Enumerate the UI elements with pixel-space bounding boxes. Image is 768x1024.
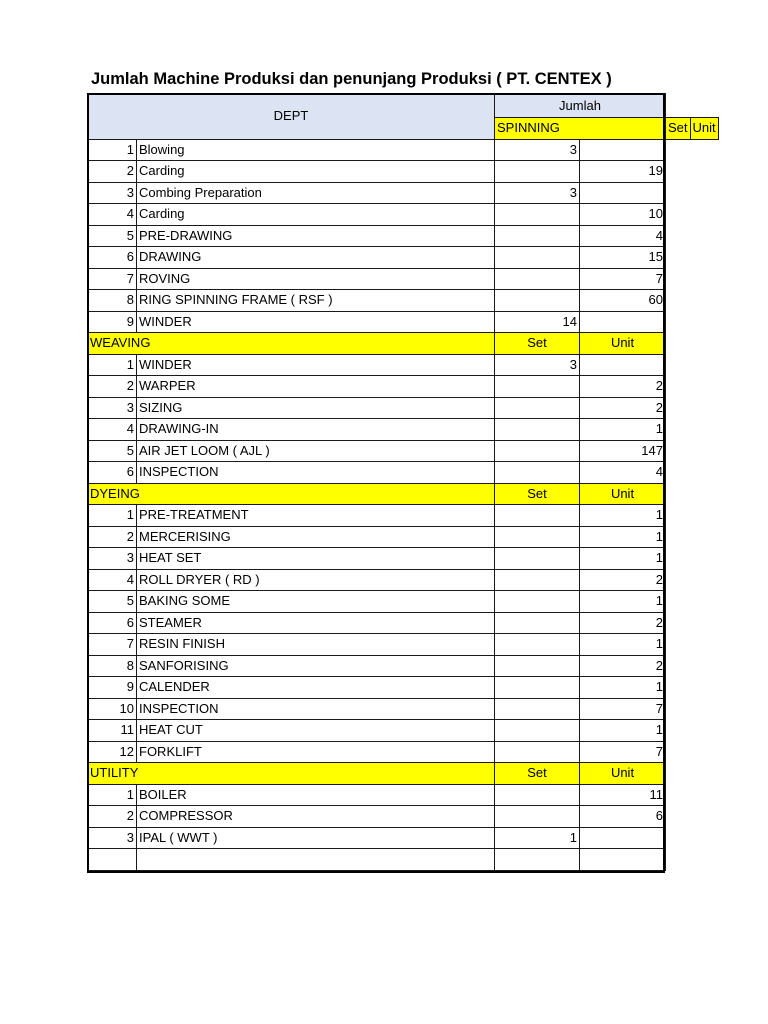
set-value xyxy=(495,204,580,226)
unit-value xyxy=(580,311,666,333)
row-number: 5 xyxy=(88,591,137,613)
set-value xyxy=(495,268,580,290)
row-number: 7 xyxy=(88,268,137,290)
machine-name: WINDER xyxy=(137,354,495,376)
set-value xyxy=(495,161,580,183)
unit-value: 1 xyxy=(580,720,666,742)
machine-name: MERCERISING xyxy=(137,526,495,548)
row-number: 4 xyxy=(88,204,137,226)
set-value xyxy=(495,591,580,613)
row-number: 6 xyxy=(88,247,137,269)
row-number: 2 xyxy=(88,526,137,548)
table-row xyxy=(88,741,719,763)
machine-name: Carding xyxy=(137,161,495,183)
machine-name: Combing Preparation xyxy=(137,182,495,204)
machine-name: SANFORISING xyxy=(137,655,495,677)
table-row xyxy=(88,784,719,806)
row-number: 3 xyxy=(88,397,137,419)
set-value xyxy=(495,612,580,634)
unit-value: 2 xyxy=(580,569,666,591)
table-row xyxy=(88,698,719,720)
row-number: 11 xyxy=(88,720,137,742)
set-value xyxy=(495,397,580,419)
unit-value xyxy=(580,354,666,376)
set-value: 14 xyxy=(495,311,580,333)
set-value xyxy=(495,784,580,806)
section-row-utility xyxy=(88,763,719,785)
table-row xyxy=(88,397,719,419)
unit-label: Unit xyxy=(580,763,666,785)
unit-value: 4 xyxy=(580,225,666,247)
table-row xyxy=(88,526,719,548)
unit-value: 7 xyxy=(580,698,666,720)
machine-name: BAKING SOME xyxy=(137,591,495,613)
unit-value: 10 xyxy=(580,204,666,226)
row-number: 5 xyxy=(88,225,137,247)
row-number: 4 xyxy=(88,419,137,441)
set-value: 3 xyxy=(495,354,580,376)
set-value xyxy=(495,548,580,570)
set-label: Set xyxy=(495,333,580,355)
set-value xyxy=(495,419,580,441)
unit-value: 7 xyxy=(580,741,666,763)
unit-value xyxy=(580,827,666,849)
table-body xyxy=(88,94,719,871)
unit-value: 1 xyxy=(580,634,666,656)
row-number: 12 xyxy=(88,741,137,763)
machine-name: BOILER xyxy=(137,784,495,806)
table-row xyxy=(88,591,719,613)
row-number: 1 xyxy=(88,354,137,376)
table-row xyxy=(88,677,719,699)
unit-value: 19 xyxy=(580,161,666,183)
row-number: 3 xyxy=(88,548,137,570)
unit-value: 2 xyxy=(580,655,666,677)
row-number: 1 xyxy=(88,505,137,527)
set-label: Set xyxy=(666,118,691,140)
machine-name: DRAWING xyxy=(137,247,495,269)
set-value xyxy=(495,677,580,699)
empty-row xyxy=(88,849,719,871)
unit-value: 1 xyxy=(580,505,666,527)
set-value xyxy=(495,247,580,269)
set-label: Set xyxy=(495,763,580,785)
table-row xyxy=(88,268,719,290)
machine-name: WINDER xyxy=(137,311,495,333)
jumlah-header: Jumlah xyxy=(495,94,666,118)
set-value xyxy=(495,505,580,527)
dept-header: DEPT xyxy=(88,94,495,140)
row-number: 8 xyxy=(88,655,137,677)
machine-name: WARPER xyxy=(137,376,495,398)
table-row xyxy=(88,290,719,312)
table-row xyxy=(88,440,719,462)
table-row xyxy=(88,806,719,828)
table-row xyxy=(88,182,719,204)
row-number: 3 xyxy=(88,827,137,849)
section-name: DYEING xyxy=(88,483,495,505)
set-value xyxy=(495,806,580,828)
machine-name: ROLL DRYER ( RD ) xyxy=(137,569,495,591)
machine-name: RESIN FINISH xyxy=(137,634,495,656)
row-number: 1 xyxy=(88,784,137,806)
machine-name: HEAT SET xyxy=(137,548,495,570)
unit-value: 7 xyxy=(580,268,666,290)
set-value xyxy=(495,290,580,312)
row-number: 10 xyxy=(88,698,137,720)
unit-value: 2 xyxy=(580,397,666,419)
row-number: 9 xyxy=(88,311,137,333)
table-row xyxy=(88,720,719,742)
row-number: 2 xyxy=(88,376,137,398)
empty-cell xyxy=(137,849,495,871)
set-value xyxy=(495,225,580,247)
unit-value: 1 xyxy=(580,526,666,548)
machine-name: INSPECTION xyxy=(137,698,495,720)
row-number: 2 xyxy=(88,806,137,828)
row-number: 4 xyxy=(88,569,137,591)
set-value xyxy=(495,569,580,591)
empty-cell xyxy=(580,849,666,871)
machine-name: AIR JET LOOM ( AJL ) xyxy=(137,440,495,462)
table-row xyxy=(88,505,719,527)
row-number: 7 xyxy=(88,634,137,656)
row-number: 8 xyxy=(88,290,137,312)
set-value xyxy=(495,462,580,484)
set-value: 3 xyxy=(495,139,580,161)
table-header-row xyxy=(88,94,719,118)
machine-name: ROVING xyxy=(137,268,495,290)
row-number: 6 xyxy=(88,612,137,634)
machine-name: CALENDER xyxy=(137,677,495,699)
section-name: SPINNING xyxy=(495,118,666,140)
table-row xyxy=(88,354,719,376)
set-value: 3 xyxy=(495,182,580,204)
table-row xyxy=(88,139,719,161)
machine-name: FORKLIFT xyxy=(137,741,495,763)
unit-label: Unit xyxy=(580,333,666,355)
set-value xyxy=(495,440,580,462)
table-row xyxy=(88,225,719,247)
set-label: Set xyxy=(495,483,580,505)
set-value xyxy=(495,526,580,548)
table-row xyxy=(88,204,719,226)
row-number: 3 xyxy=(88,182,137,204)
page-title: Jumlah Machine Produksi dan penunjang Produksi ( PT. CENTEX ) xyxy=(91,70,612,88)
machine-name: INSPECTION xyxy=(137,462,495,484)
table-row xyxy=(88,247,719,269)
set-value xyxy=(495,376,580,398)
set-value xyxy=(495,720,580,742)
set-value xyxy=(495,741,580,763)
set-value: 1 xyxy=(495,827,580,849)
table-row xyxy=(88,419,719,441)
empty-cell xyxy=(88,849,137,871)
unit-value: 1 xyxy=(580,677,666,699)
unit-label: Unit xyxy=(690,118,718,140)
table-row xyxy=(88,311,719,333)
machine-name: IPAL ( WWT ) xyxy=(137,827,495,849)
empty-cell xyxy=(495,849,580,871)
machine-name: HEAT CUT xyxy=(137,720,495,742)
machine-name: RING SPINNING FRAME ( RSF ) xyxy=(137,290,495,312)
row-number: 6 xyxy=(88,462,137,484)
unit-value xyxy=(580,182,666,204)
unit-value: 6 xyxy=(580,806,666,828)
table-row xyxy=(88,376,719,398)
machine-table xyxy=(87,93,719,871)
unit-value: 15 xyxy=(580,247,666,269)
machine-name: STEAMER xyxy=(137,612,495,634)
unit-value: 1 xyxy=(580,591,666,613)
unit-value: 2 xyxy=(580,376,666,398)
machine-name: PRE-DRAWING xyxy=(137,225,495,247)
section-row-dyeing xyxy=(88,483,719,505)
section-name: UTILITY xyxy=(88,763,495,785)
set-value xyxy=(495,655,580,677)
machine-name: SIZING xyxy=(137,397,495,419)
machine-name: PRE-TREATMENT xyxy=(137,505,495,527)
table-row xyxy=(88,612,719,634)
set-value xyxy=(495,698,580,720)
unit-value: 147 xyxy=(580,440,666,462)
machine-name: DRAWING-IN xyxy=(137,419,495,441)
row-number: 5 xyxy=(88,440,137,462)
unit-value: 1 xyxy=(580,548,666,570)
machine-name: Blowing xyxy=(137,139,495,161)
table-row xyxy=(88,634,719,656)
row-number: 1 xyxy=(88,139,137,161)
unit-value xyxy=(580,139,666,161)
unit-value: 2 xyxy=(580,612,666,634)
table-row xyxy=(88,161,719,183)
table-row xyxy=(88,548,719,570)
table-row xyxy=(88,569,719,591)
unit-value: 11 xyxy=(580,784,666,806)
row-number: 9 xyxy=(88,677,137,699)
set-value xyxy=(495,634,580,656)
table-row xyxy=(88,827,719,849)
unit-label: Unit xyxy=(580,483,666,505)
row-number: 2 xyxy=(88,161,137,183)
machine-name: COMPRESSOR xyxy=(137,806,495,828)
table-row xyxy=(88,462,719,484)
section-row-weaving xyxy=(88,333,719,355)
section-name: WEAVING xyxy=(88,333,495,355)
table-row xyxy=(88,655,719,677)
unit-value: 60 xyxy=(580,290,666,312)
machine-name: Carding xyxy=(137,204,495,226)
unit-value: 4 xyxy=(580,462,666,484)
unit-value: 1 xyxy=(580,419,666,441)
